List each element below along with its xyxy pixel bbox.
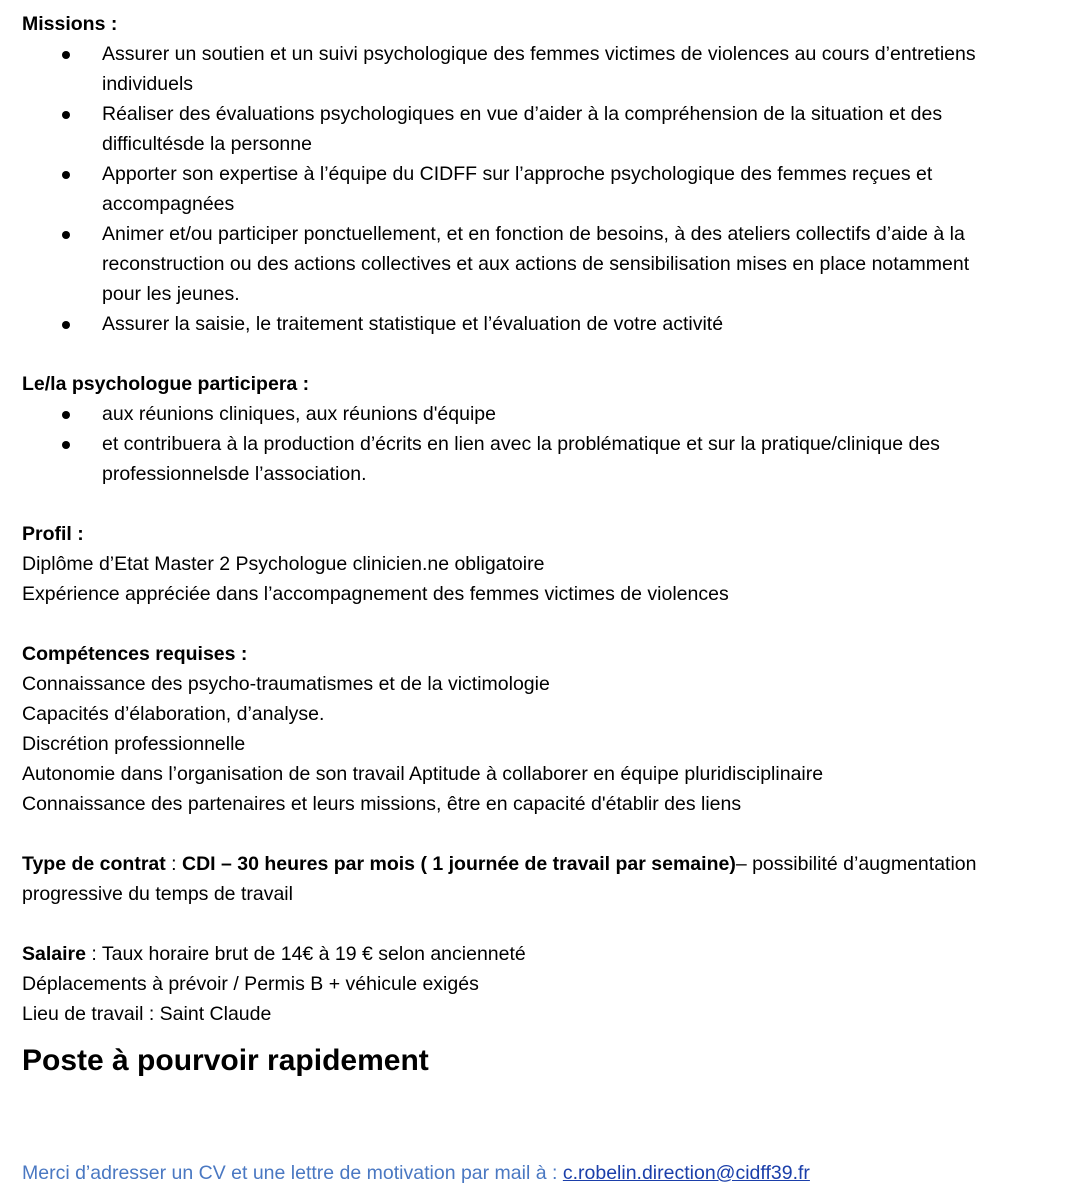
profil-heading: Profil :	[22, 523, 84, 545]
profil-line: Expérience appréciée dans l’accompagnement des femmes victimes de violences	[22, 583, 729, 605]
contract-type	[22, 849, 1072, 879]
contract-line2: progressive du temps de travail	[22, 883, 293, 905]
headline: Poste à pourvoir rapidement	[22, 1044, 429, 1077]
competence-line: Connaissance des psycho-traumatismes et de la victimologie	[22, 673, 550, 695]
list-item-line: Réaliser des évaluations psychologiques en vue d’aider à la compréhension de la situation et des	[102, 103, 943, 125]
bullet-icon	[62, 441, 70, 449]
list-item-line: pour les jeunes.	[102, 283, 240, 305]
contact-email-link[interactable]: c.robelin.direction@cidff39.fr	[562, 1162, 810, 1184]
profil-line: Diplôme d’Etat Master 2 Psychologue clinicien.ne obligatoire	[22, 553, 545, 575]
list-item-line: difficultésde la personne	[102, 133, 312, 155]
list-item-line: reconstruction ou des actions collectives et aux actions de sensibilisation mises en place notamment	[102, 253, 970, 275]
competence-line: Autonomie dans l’organisation de son travail Aptitude à collaborer en équipe pluridisciplinaire	[22, 763, 824, 785]
salary	[22, 939, 1072, 969]
work-location: Lieu de travail : Saint Claude	[22, 1003, 272, 1025]
travel-requirement: Déplacements à prévoir / Permis B + véhicule exigés	[22, 973, 479, 995]
salary-label: Salaire	[22, 943, 86, 965]
list-item	[22, 399, 1072, 429]
list-item-line: et contribuera à la production d’écrits en lien avec la problématique et sur la pratique/clinique des	[102, 433, 940, 455]
list-item-line: Assurer un soutien et un suivi psychologique des femmes victimes de violences au cours d’entretiens	[102, 43, 976, 65]
contract-value: CDI – 30 heures par mois ( 1 journée de travail par semaine)	[182, 853, 736, 875]
list-item-line: individuels	[102, 73, 194, 95]
list-item	[22, 309, 1072, 339]
bullet-icon	[62, 411, 70, 419]
list-item-line: Apporter son expertise à l’équipe du CIDFF sur l’approche psychologique des femmes reçues et	[102, 163, 933, 185]
participation-heading: Le/la psychologue participera :	[22, 373, 310, 395]
missions-heading: Missions :	[22, 13, 118, 35]
list-item-line: professionnelsde l’association.	[102, 463, 367, 485]
list-item	[22, 159, 1072, 219]
competence-line: Discrétion professionnelle	[22, 733, 246, 755]
list-item	[22, 219, 1072, 309]
bullet-icon	[62, 51, 70, 59]
bullet-icon	[62, 171, 70, 179]
contract-label: Type de contrat	[22, 853, 166, 875]
list-item-line: Assurer la saisie, le traitement statistique et l’évaluation de votre activité	[102, 313, 724, 335]
list-item	[22, 429, 1072, 489]
competence-line: Connaissance des partenaires et leurs missions, être en capacité d'établir des liens	[22, 793, 742, 815]
bullet-icon	[62, 231, 70, 239]
list-item-line: Animer et/ou participer ponctuellement, et en fonction de besoins, à des ateliers collectifs d’aide à la	[102, 223, 965, 245]
list-item-line: accompagnées	[102, 193, 235, 215]
bullet-icon	[62, 321, 70, 329]
contact-line	[22, 1158, 810, 1188]
contact-text: Merci d’adresser un CV et une lettre de motivation par mail à :	[22, 1162, 563, 1184]
job-offer-document	[22, 9, 1072, 1081]
bullet-icon	[62, 111, 70, 119]
competence-line: Capacités d’élaboration, d’analyse.	[22, 703, 325, 725]
list-item	[22, 39, 1072, 99]
list-item	[22, 99, 1072, 159]
contract-separator: :	[165, 853, 183, 875]
participation-list	[22, 399, 1072, 489]
missions-list	[22, 39, 1072, 339]
salary-value: : Taux horaire brut de 14€ à 19 € selon ancienneté	[85, 943, 526, 965]
competences-heading: Compétences requises :	[22, 643, 248, 665]
list-item-line: aux réunions cliniques, aux réunions d'équipe	[102, 403, 496, 425]
contract-extra: – possibilité d’augmentation	[735, 853, 977, 875]
